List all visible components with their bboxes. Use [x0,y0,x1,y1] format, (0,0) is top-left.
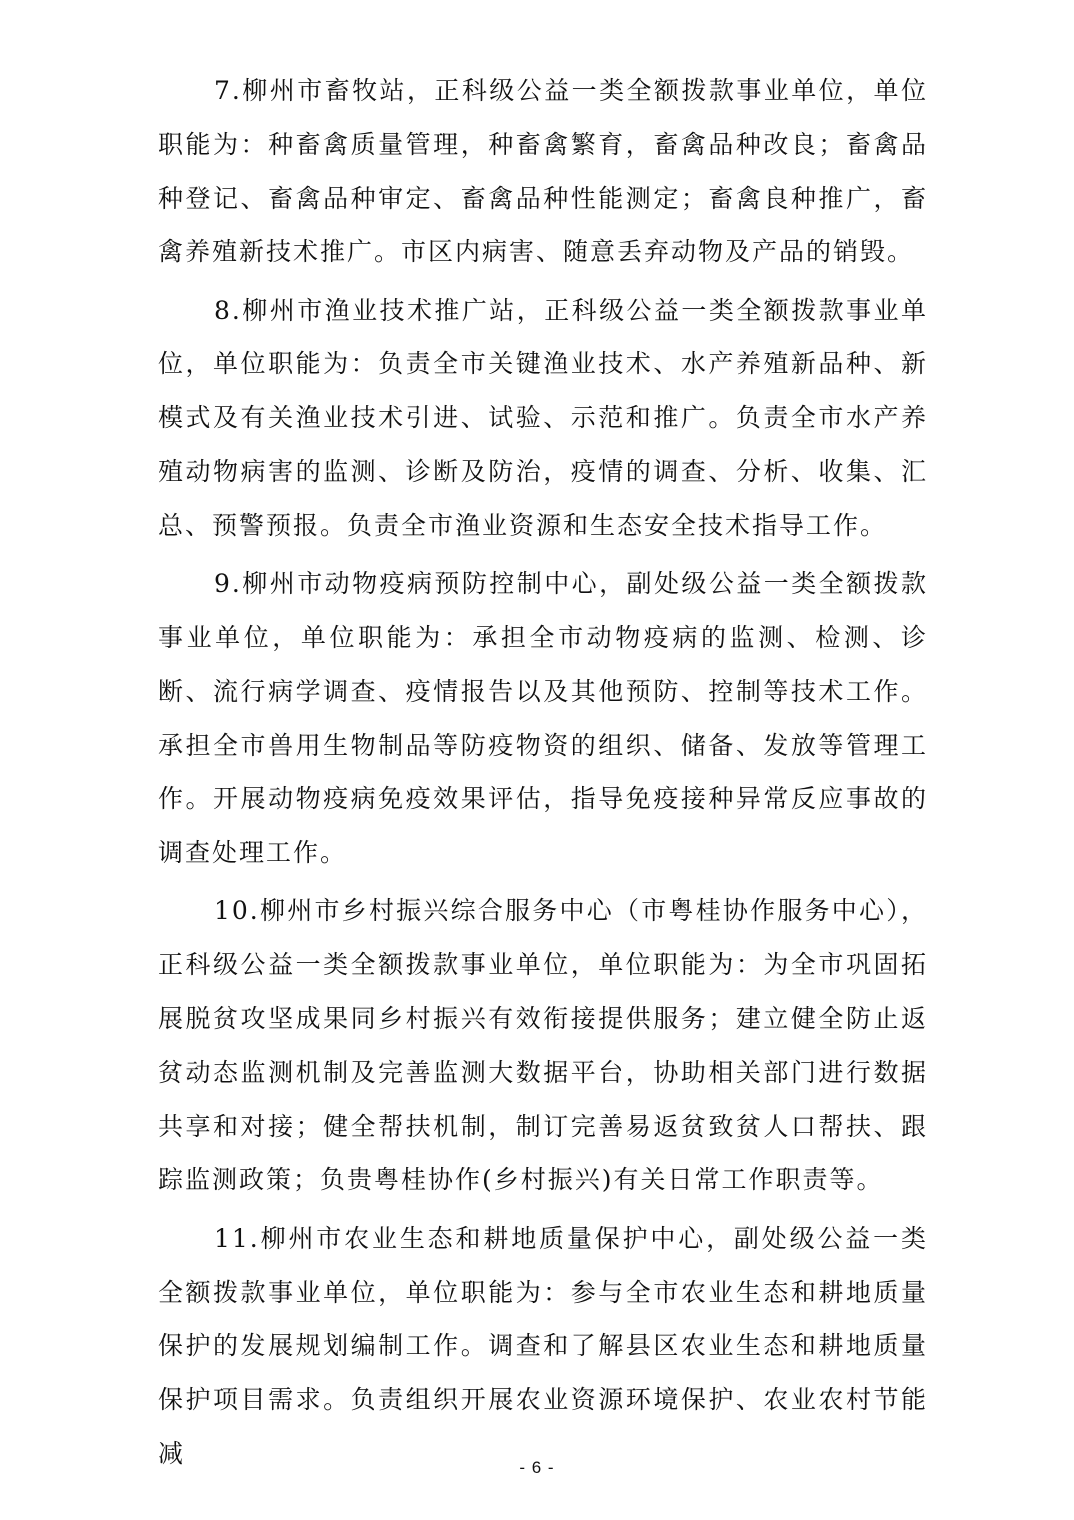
document-body [158,64,928,1485]
paragraph-item-11: 11.柳州市农业生态和耕地质量保护中心，副处级公益一类全额拨款事业单位，单位职能为：参与全市农业生态和耕地质量保护的发展规划编制工作。调查和了解县区农业生态和耕地质量保护项目需求。负责组织开展农业资源环境保护、农业农村节能减 [158,1223,928,1468]
page-number: - 6 - [519,1458,555,1477]
paragraph-item-10: 10.柳州市乡村振兴综合服务中心（市粤桂协作服务中心），正科级公益一类全额拨款事业单位，单位职能为：为全市巩固拓展脱贫攻坚成果同乡村振兴有效衔接提供服务；建立健全防止返贫动态监测机制及完善监测大数据平台，协助相关部门进行数据共享和对接；健全帮扶机制，制订完善易返贫致贫人口帮扶、跟踪监测政策；负贵粤桂协作(乡村振兴)有关日常工作职责等。 [158,896,928,1195]
paragraph-item-8: 8.柳州市渔业技术推广站，正科级公益一类全额拨款事业单位，单位职能为：负责全市关键渔业技术、水产养殖新品种、新模式及有关渔业技术引进、试验、示范和推广。负责全市水产养殖动物病害的监测、诊断及防治，疫情的调查、分析、收集、汇总、预警预报。负责全市渔业资源和生态安全技术指导工作。 [158,295,928,540]
paragraph-item-9: 9.柳州市动物疫病预防控制中心，副处级公益一类全额拨款事业单位，单位职能为：承担全市动物疫病的监测、检测、诊断、流行病学调查、疫情报告以及其他预防、控制等技术工作。承担全市兽用生物制品等防疫物资的组织、储备、发放等管理工作。开展动物疫病免疫效果评估，指导免疫接种异常反应事故的调查处理工作。 [158,569,928,868]
paragraph-item-7: 7.柳州市畜牧站，正科级公益一类全额拨款事业单位，单位职能为：种畜禽质量管理，种畜禽繁育，畜禽品种改良；畜禽品种登记、畜禽品种审定、畜禽品种性能测定；畜禽良种推广，畜禽养殖新技术推广。市区内病害、随意丢弃动物及产品的销毁。 [158,76,928,267]
